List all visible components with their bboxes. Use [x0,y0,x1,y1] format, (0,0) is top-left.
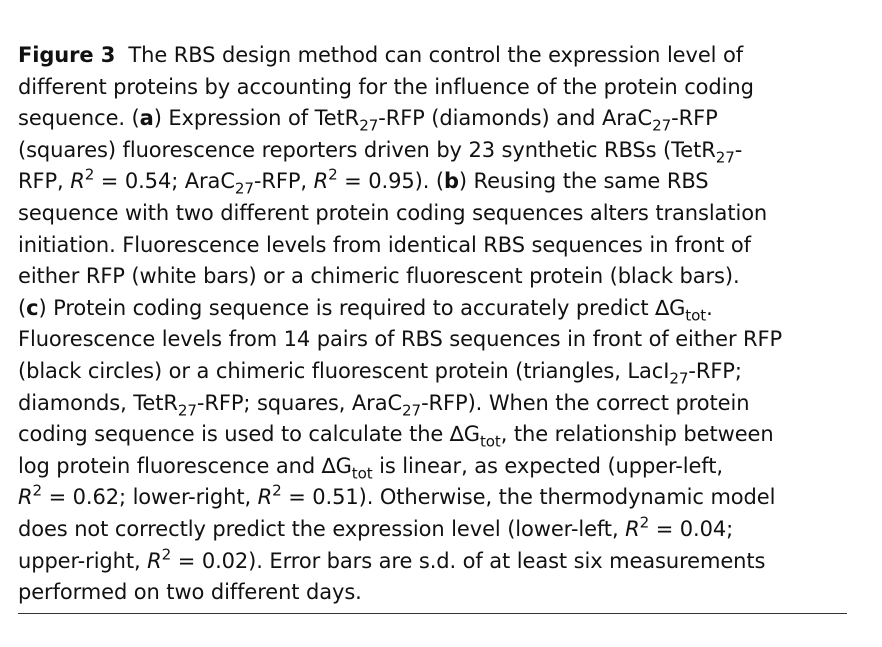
subscript: 27 [715,148,735,167]
caption-text: . [706,295,713,320]
caption-title: The RBS design method can control the expression level of [128,43,743,67]
caption-line-6 [18,198,858,230]
r-squared-symbol: R [313,169,329,194]
caption-text: = 0.02). Error bars are s.d. of at least six measurements [171,548,766,573]
panel-label-b: b [443,169,459,194]
caption-line-14 [18,451,858,483]
caption-text: does not correctly predict the expression level (lower-left, [18,516,626,541]
caption-text: either RFP (white bars) or a chimeric fluorescent protein (black bars). [18,264,740,289]
caption-text: RFP, [18,169,71,194]
caption-divider [18,613,847,614]
caption-line-16 [18,514,858,546]
caption-line-3 [18,103,858,135]
r-squared-symbol: R [70,169,85,194]
superscript: 2 [639,513,650,532]
caption-line-1 [18,40,858,72]
caption-text: performed on two different days. [18,580,362,605]
subscript: 27 [652,116,672,135]
r-squared-symbol: R [625,516,640,541]
subscript: 27 [669,369,689,388]
caption-text: Fluorescence levels from 14 pairs of RBS sequences in front of either RFP [18,327,783,352]
caption-text: , the relationship between [500,422,774,447]
caption-text: diamonds, TetR [18,390,178,415]
r-squared-symbol: R [257,485,273,510]
subscript: 27 [234,179,254,198]
figure-caption [18,40,858,609]
caption-text: initiation. Fluorescence levels from identical RBS sequences in front of [18,232,751,257]
r-squared-symbol: R [147,548,162,573]
caption-text: upper-right, [18,548,148,573]
subscript: tot [351,464,373,482]
caption-line-10 [18,324,858,356]
caption-line-4 [18,135,858,167]
caption-line-13 [18,419,858,451]
caption-text: = 0.54; AraC [94,169,235,194]
caption-text: -RFP (diamonds) and AraC [378,106,653,131]
superscript: 2 [84,166,95,185]
caption-text: = 0.62; lower-right, [42,485,258,510]
subscript: 27 [359,116,379,135]
caption-text: ( [18,295,27,320]
subscript: tot [685,306,707,325]
caption-line-5 [18,166,858,198]
caption-text: ) Expression of TetR [153,106,360,131]
caption-text: = 0.95). ( [337,169,444,194]
subscript: 27 [177,400,197,419]
caption-text: (squares) fluorescence reporters driven by 23 synthetic RBSs (TetR [18,137,716,162]
caption-text: -RFP; [688,358,742,383]
caption-line-18 [18,577,858,609]
caption-line-17 [18,546,858,578]
caption-text: sequence. ( [18,106,140,131]
caption-text: -RFP). When the correct protein [421,390,750,415]
superscript: 2 [272,482,282,500]
caption-line-8 [18,261,858,293]
figure-label: Figure 3 [18,43,116,67]
panel-label-c: c [26,295,39,320]
caption-line-15 [18,482,858,514]
caption-line-7 [18,230,858,262]
caption-text: is linear, as expected (upper-left, [372,453,723,478]
subscript: 27 [402,400,422,419]
caption-line-12 [18,388,858,420]
caption-text: ) Reusing the same RBS [458,169,709,194]
panel-label-a: a [139,106,154,131]
caption-line-2 [18,72,858,104]
superscript: 2 [161,545,172,564]
caption-text: ) Protein coding sequence is required to accurately predict ∆G [38,295,686,320]
caption-text: different proteins by accounting for the influence of the protein coding [18,74,754,99]
caption-text: -RFP [671,106,718,131]
caption-text: - [734,137,743,162]
caption-text: coding sequence is used to calculate the ∆G [18,422,480,447]
caption-text: sequence with two different protein coding sequences alters translation [18,200,768,225]
subscript: tot [479,432,501,451]
caption-text: log protein fluorescence and ∆G [18,453,352,478]
r-squared-symbol: R [18,485,33,510]
superscript: 2 [32,482,43,500]
caption-text: = 0.04; [649,516,734,541]
caption-text: (black circles) or a chimeric fluorescent protein (triangles, LacI [18,358,670,383]
caption-text: -RFP; squares, AraC [196,390,403,415]
caption-text: = 0.51). Otherwise, the thermodynamic model [281,485,776,510]
superscript: 2 [328,166,338,185]
caption-line-11 [18,356,858,388]
caption-text: -RFP, [253,169,314,194]
caption-line-9 [18,293,858,325]
